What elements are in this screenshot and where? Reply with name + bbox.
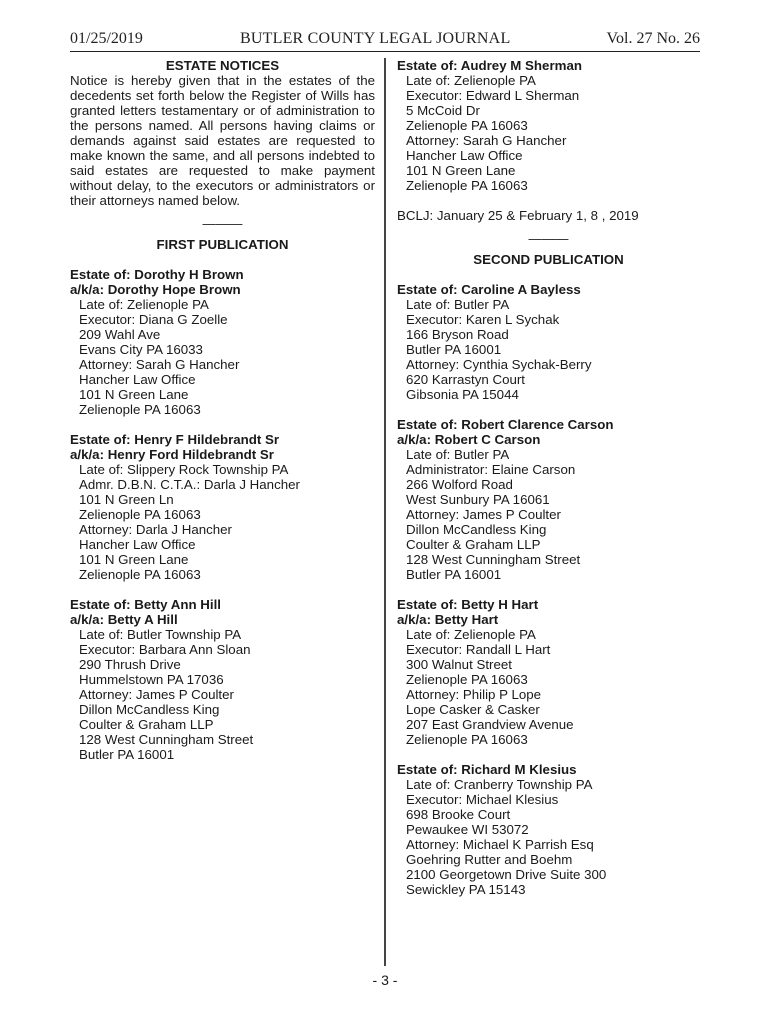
- estate-detail-line: West Sunbury PA 16061: [406, 492, 550, 507]
- estate-detail-line: 128 West Cunningham Street: [79, 732, 254, 747]
- notice-paragraph: Notice is hereby given that in the estates of the decedents set forth below the Register of Wills has granted letters testamentary or of administration to the persons named. All persons having claims or demands against said estates are requested to make known the same, and all persons indebted to said estates are requested to make payment without delay, to the executors or administrators or their attorneys named below.: [70, 73, 375, 208]
- estate-aka: a/k/a: Betty A Hill: [70, 612, 178, 627]
- estate-detail-line: Butler PA 16001: [406, 342, 502, 357]
- estate-detail-line: Hummelstown PA 17036: [79, 672, 224, 687]
- estate-detail-line: 166 Bryson Road: [406, 327, 509, 342]
- estate-entry: [397, 282, 700, 402]
- estate-entry: [70, 432, 375, 582]
- estate-detail-line: 2100 Georgetown Drive Suite 300: [406, 867, 607, 882]
- second-publication-heading: SECOND PUBLICATION: [473, 252, 624, 267]
- estate-name: Estate of: Betty Ann Hill: [70, 597, 221, 612]
- estate-detail-line: Sewickley PA 15143: [406, 882, 526, 897]
- estate-detail-line: 5 McCoid Dr: [406, 103, 480, 118]
- estate-detail-line: Hancher Law Office: [79, 372, 196, 387]
- estate-aka: a/k/a: Henry Ford Hildebrandt Sr: [70, 447, 274, 462]
- estate-detail-line: Late of: Butler PA: [406, 297, 510, 312]
- estate-detail-line: Attorney: Cynthia Sychak-Berry: [406, 357, 592, 372]
- estate-entry: [397, 58, 700, 193]
- first-publication-heading: FIRST PUBLICATION: [156, 237, 289, 252]
- section-separator: ———: [528, 231, 569, 246]
- volume-number: Vol. 27 No. 26: [606, 30, 700, 47]
- estate-detail-line: Late of: Butler Township PA: [79, 627, 242, 642]
- estate-detail-line: Executor: Diana G Zoelle: [79, 312, 228, 327]
- estate-detail-line: Coulter & Graham LLP: [79, 717, 214, 732]
- estate-detail-line: Executor: Barbara Ann Sloan: [79, 642, 251, 657]
- estate-detail-line: Zelienople PA 16063: [79, 402, 201, 417]
- estate-detail-line: Zelienople PA 16063: [406, 118, 528, 133]
- estate-name: Estate of: Robert Clarence Carson: [397, 417, 614, 432]
- right-column: [397, 58, 700, 897]
- right-estate-list: [397, 282, 700, 897]
- left-column: [70, 58, 375, 762]
- estate-aka: a/k/a: Betty Hart: [397, 612, 499, 627]
- estate-detail-line: 290 Thrush Drive: [79, 657, 181, 672]
- estate-aka: a/k/a: Dorothy Hope Brown: [70, 282, 241, 297]
- page-number: - 3 -: [372, 972, 398, 988]
- estate-detail-line: Attorney: James P Coulter: [406, 507, 561, 522]
- estate-detail-line: Late of: Zelienople PA: [406, 627, 536, 642]
- estate-detail-line: Butler PA 16001: [406, 567, 502, 582]
- estate-detail-line: 698 Brooke Court: [406, 807, 511, 822]
- estate-detail-line: Attorney: Philip P Lope: [406, 687, 542, 702]
- estate-name: Estate of: Richard M Klesius: [397, 762, 577, 777]
- estate-detail-line: Dillon McCandless King: [406, 522, 547, 537]
- estate-detail-line: Evans City PA 16033: [79, 342, 203, 357]
- estate-detail-line: Hancher Law Office: [406, 148, 523, 163]
- estate-detail-line: Late of: Zelienople PA: [79, 297, 209, 312]
- bclj-dates: BCLJ: January 25 & February 1, 8 , 2019: [397, 208, 639, 223]
- section-separator: ———: [202, 216, 243, 231]
- estate-detail-line: Late of: Butler PA: [406, 447, 510, 462]
- estate-detail-line: 620 Karrastyn Court: [406, 372, 525, 387]
- estate-detail-line: Administrator: Elaine Carson: [406, 462, 576, 477]
- estate-detail-line: 207 East Grandview Avenue: [406, 717, 574, 732]
- estate-entry: [397, 597, 700, 747]
- estate-detail-line: Goehring Rutter and Boehm: [406, 852, 573, 867]
- estate-detail-line: Lope Casker & Casker: [406, 702, 540, 717]
- estate-aka: a/k/a: Robert C Carson: [397, 432, 541, 447]
- estate-entry: [397, 417, 700, 582]
- column-divider: [384, 58, 386, 966]
- estate-detail-line: Hancher Law Office: [79, 537, 196, 552]
- estate-detail-line: 128 West Cunningham Street: [406, 552, 581, 567]
- estate-detail-line: 101 N Green Lane: [79, 552, 189, 567]
- estate-detail-line: 300 Walnut Street: [406, 657, 512, 672]
- estate-detail-line: Pewaukee WI 53072: [406, 822, 529, 837]
- issue-date: 01/25/2019: [70, 30, 143, 47]
- estate-detail-line: 101 N Green Lane: [79, 387, 189, 402]
- estate-detail-line: Executor: Edward L Sherman: [406, 88, 580, 103]
- estate-detail-line: 101 N Green Ln: [79, 492, 174, 507]
- estate-detail-line: Executor: Karen L Sychak: [406, 312, 560, 327]
- estate-detail-line: Attorney: Michael K Parrish Esq: [406, 837, 594, 852]
- estate-entry: [397, 762, 700, 897]
- estate-detail-line: Butler PA 16001: [79, 747, 175, 762]
- estate-detail-line: Dillon McCandless King: [79, 702, 220, 717]
- estate-name: Estate of: Betty H Hart: [397, 597, 539, 612]
- estate-detail-line: Attorney: Darla J Hancher: [79, 522, 232, 537]
- estate-detail-line: Zelienople PA 16063: [406, 178, 528, 193]
- journal-title: BUTLER COUNTY LEGAL JOURNAL: [240, 30, 511, 47]
- left-estate-list: [70, 267, 375, 762]
- estate-entry: [70, 267, 375, 417]
- estate-entry: [70, 597, 375, 762]
- estate-detail-line: 101 N Green Lane: [406, 163, 516, 178]
- estate-detail-line: Executor: Michael Klesius: [406, 792, 559, 807]
- estate-name: Estate of: Audrey M Sherman: [397, 58, 582, 73]
- estate-name: Estate of: Henry F Hildebrandt Sr: [70, 432, 280, 447]
- page-header: [70, 30, 700, 50]
- estate-name: Estate of: Caroline A Bayless: [397, 282, 581, 297]
- estate-detail-line: Zelienople PA 16063: [406, 672, 528, 687]
- estate-notices-title: ESTATE NOTICES: [165, 58, 280, 73]
- estate-detail-line: Late of: Slippery Rock Township PA: [79, 462, 289, 477]
- estate-detail-line: Attorney: Sarah G Hancher: [79, 357, 240, 372]
- estate-detail-line: Zelienople PA 16063: [79, 567, 201, 582]
- estate-detail-line: 266 Wolford Road: [406, 477, 513, 492]
- estate-detail-line: Coulter & Graham LLP: [406, 537, 541, 552]
- estate-detail-line: Gibsonia PA 15044: [406, 387, 519, 402]
- estate-detail-line: Zelienople PA 16063: [79, 507, 201, 522]
- estate-detail-line: Attorney: Sarah G Hancher: [406, 133, 567, 148]
- header-rule: [70, 51, 700, 52]
- estate-detail-line: Late of: Zelienople PA: [406, 73, 536, 88]
- estate-name: Estate of: Dorothy H Brown: [70, 267, 244, 282]
- estate-detail-line: Attorney: James P Coulter: [79, 687, 234, 702]
- estate-detail-line: Admr. D.B.N. C.T.A.: Darla J Hancher: [79, 477, 300, 492]
- estate-detail-line: 209 Wahl Ave: [79, 327, 161, 342]
- estate-detail-line: Zelienople PA 16063: [406, 732, 528, 747]
- estate-detail-line: Executor: Randall L Hart: [406, 642, 551, 657]
- estate-detail-line: Late of: Cranberry Township PA: [406, 777, 593, 792]
